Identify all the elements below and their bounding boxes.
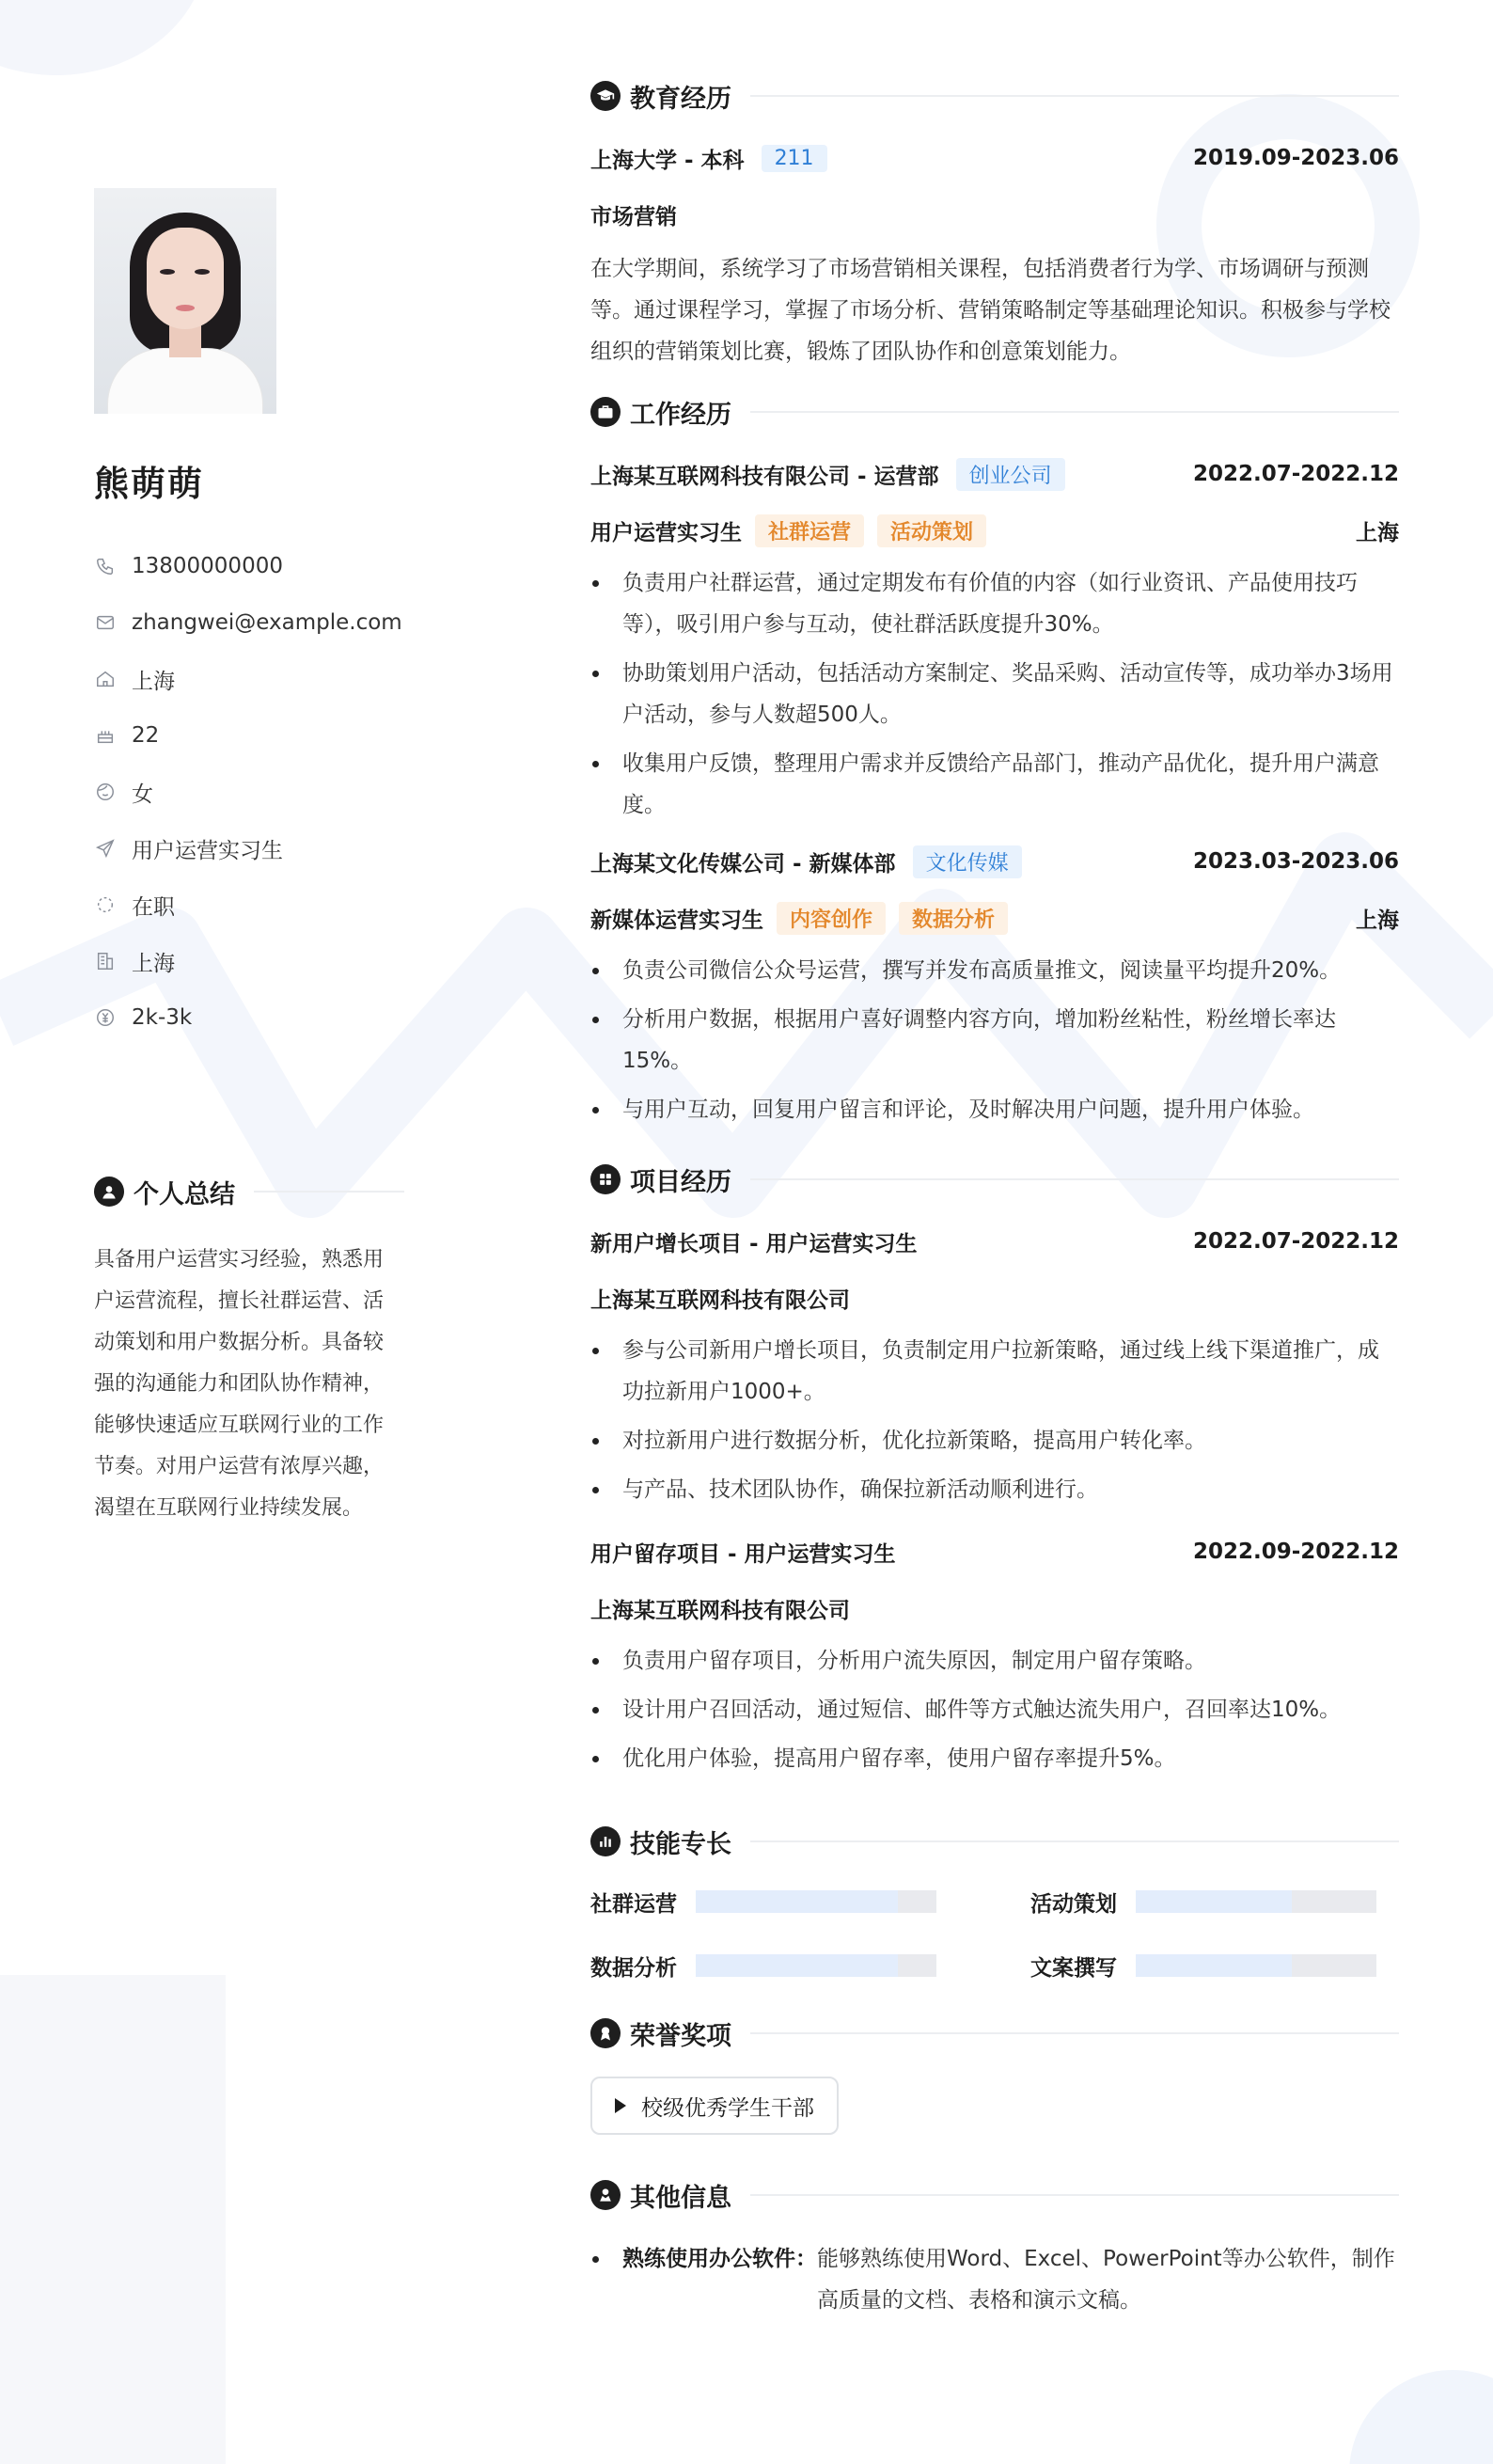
info-salary: [94, 989, 404, 1046]
projects-title: 项目经历: [630, 1167, 731, 1197]
award-item: [590, 2077, 839, 2135]
job-role: 新媒体运营实习生: [590, 908, 763, 933]
other-section: [590, 2174, 1399, 2321]
job-company-tag: 文化传媒: [913, 845, 1022, 878]
play-triangle-icon: [615, 2098, 626, 2113]
decor-block-bottom-left: [0, 1975, 226, 2464]
info-city: [94, 933, 404, 989]
major-row: [590, 186, 1399, 243]
project-bullets: [590, 1330, 1399, 1510]
home-icon: [94, 668, 117, 690]
job-company: 上海某文化传媒公司 - 新媒体部: [590, 851, 896, 877]
main-content: [590, 75, 1399, 2321]
list-item: 负责公司微信公众号运营，撰写并发布高质量推文，阅读量平均提升20%。: [590, 950, 1399, 991]
work-title: 工作经历: [630, 400, 731, 430]
award-label: 校级优秀学生干部: [641, 2095, 814, 2121]
graduation-cap-icon: [590, 81, 621, 111]
list-item: 收集用户反馈，整理用户需求并反馈给产品部门，推动产品优化，提升用户满意度。: [590, 743, 1399, 826]
list-item: 优化用户体验，提高用户留存率，使用户留存率提升5%。: [590, 1738, 1399, 1779]
job-entry: [590, 833, 1399, 1130]
sidebar: [94, 188, 404, 1046]
list-item: 分析用户数据，根据用户喜好调整内容方向，增加粉丝粘性，粉丝增长率达15%。: [590, 999, 1399, 1082]
education-date: 2019.09-2023.06: [1192, 146, 1399, 170]
school-tag: 211: [762, 145, 827, 172]
position-value: 用户运营实习生: [132, 838, 283, 863]
skill-name: 社群运营: [590, 1891, 677, 1917]
age-value: 22: [132, 723, 160, 748]
list-item: 设计用户召回活动，通过短信、邮件等方式触达流失用户，召回率达10%。: [590, 1689, 1399, 1730]
loading-icon: [94, 893, 117, 916]
other-text: 能够熟练使用Word、Excel、PowerPoint等办公软件，制作高质量的文档、表格和演示文稿。: [817, 2247, 1395, 2313]
job-city: 上海: [1356, 520, 1399, 545]
info-status: [94, 877, 404, 933]
job-company: 上海某互联网科技有限公司 - 运营部: [590, 464, 939, 489]
skill-name: 活动策划: [1030, 1891, 1117, 1917]
job-skill-tag: 社群运营: [755, 514, 864, 547]
cake-icon: [94, 724, 117, 747]
skills-title: 技能专长: [630, 1829, 731, 1859]
info-position: [94, 820, 404, 877]
bar-chart-icon: [590, 1826, 621, 1856]
work-header: [590, 391, 1399, 433]
education-header: [590, 75, 1399, 117]
skill-bar: [1136, 1954, 1376, 1977]
salary-value: 2k-3k: [132, 1005, 193, 1030]
projects-section: [590, 1159, 1399, 1779]
building-icon: [94, 950, 117, 972]
awards-section: [590, 2013, 1399, 2135]
awards-header: [590, 2013, 1399, 2054]
info-phone: [94, 538, 404, 594]
yen-coin-icon: [94, 1006, 117, 1029]
info-email: [94, 594, 404, 651]
list-item: 负责用户留存项目，分析用户流失原因，制定用户留存策略。: [590, 1640, 1399, 1682]
job-company-tag: 创业公司: [956, 458, 1065, 491]
other-info-icon: [590, 2180, 621, 2210]
project-entry: [590, 1213, 1399, 1510]
other-list: [590, 2238, 1399, 2321]
skill-bar: [696, 1890, 936, 1913]
skills-section: [590, 1821, 1399, 1986]
education-section: [590, 75, 1399, 372]
project-date: 2022.09-2022.12: [1192, 1540, 1399, 1564]
face-icon: [94, 781, 117, 803]
job-skill-tag: 内容创作: [777, 902, 886, 935]
school-name: 上海大学 - 本科: [590, 148, 745, 173]
phone-value: 13800000000: [132, 554, 283, 578]
list-item: 对拉新用户进行数据分析，优化拉新策略，提高用户转化率。: [590, 1420, 1399, 1461]
skills-grid: [590, 1881, 1399, 1986]
summary-text: 具备用户运营实习经验，熟悉用户运营流程，擅长社群运营、活动策划和用户数据分析。具备较强的沟通能力和团队协作精神，能够快速适应互联网行业的工作节奏。对用户运营有浓厚兴趣，渴望在互联网行业持续发展。: [94, 1248, 385, 1520]
project-name: 新用户增长项目 - 用户运营实习生: [590, 1231, 918, 1256]
summary-header: [94, 1171, 404, 1212]
city-value: 上海: [132, 951, 175, 976]
list-item: 参与公司新用户增长项目，负责制定用户拉新策略，通过线上线下渠道推广，成功拉新用户1000+。: [590, 1330, 1399, 1413]
info-location: [94, 651, 404, 707]
skill-item: [1030, 1945, 1399, 1986]
education-title: 教育经历: [630, 84, 731, 114]
info-list: [94, 538, 404, 1046]
major: 市场营销: [590, 204, 677, 229]
decor-circle-top-left: [0, 0, 207, 75]
other-label: 熟练使用办公软件：: [622, 2247, 817, 2271]
profile-name: 熊萌萌: [94, 464, 204, 504]
job-entry: [590, 446, 1399, 826]
status-value: 在职: [132, 894, 175, 920]
job-city: 上海: [1356, 908, 1399, 933]
project-name: 用户留存项目 - 用户运营实习生: [590, 1541, 896, 1567]
info-gender: [94, 764, 404, 820]
skill-name: 文案撰写: [1030, 1955, 1117, 1981]
project-entry: [590, 1524, 1399, 1779]
grid-icon: [590, 1164, 621, 1194]
job-bullets: [590, 562, 1399, 826]
send-icon: [94, 837, 117, 860]
list-item: 与产品、技术团队协作，确保拉新活动顺利进行。: [590, 1469, 1399, 1510]
job-date: 2023.03-2023.06: [1192, 849, 1399, 874]
skill-item: [590, 1945, 959, 1986]
briefcase-icon: [590, 397, 621, 427]
phone-icon: [94, 555, 117, 577]
project-org: 上海某互联网科技有限公司: [590, 1287, 850, 1313]
job-date: 2022.07-2022.12: [1192, 462, 1399, 486]
email-value: zhangwei@example.com: [132, 610, 402, 635]
user-icon: [94, 1177, 124, 1207]
work-section: [590, 391, 1399, 1130]
skill-bar: [1136, 1890, 1376, 1913]
education-row: [590, 130, 1399, 186]
list-item: 负责用户社群运营，通过定期发布有价值的内容（如行业资讯、产品使用技巧等），吸引用户参与互动，使社群活跃度提升30%。: [590, 562, 1399, 645]
skill-item: [590, 1881, 959, 1922]
gender-value: 女: [132, 782, 153, 807]
skill-item: [1030, 1881, 1399, 1922]
skills-header: [590, 1821, 1399, 1862]
awards-title: 荣誉奖项: [630, 2021, 731, 2051]
info-age: [94, 707, 404, 764]
project-bullets: [590, 1640, 1399, 1779]
other-title: 其他信息: [630, 2183, 731, 2213]
job-skill-tag: 数据分析: [899, 902, 1008, 935]
job-role: 用户运营实习生: [590, 520, 742, 545]
projects-header: [590, 1159, 1399, 1200]
decor-circle-bottom-right: [1349, 2370, 1493, 2464]
list-item: 与用户互动，回复用户留言和评论，及时解决用户问题，提升用户体验。: [590, 1089, 1399, 1130]
avatar: [94, 188, 276, 414]
skill-name: 数据分析: [590, 1955, 677, 1981]
project-org: 上海某互联网科技有限公司: [590, 1598, 850, 1623]
location-value: 上海: [132, 669, 175, 694]
job-bullets: [590, 950, 1399, 1130]
skill-bar: [696, 1954, 936, 1977]
mail-icon: [94, 611, 117, 634]
summary-title: 个人总结: [134, 1179, 235, 1209]
project-date: 2022.07-2022.12: [1192, 1229, 1399, 1254]
job-skill-tag: 活动策划: [877, 514, 986, 547]
education-desc: 在大学期间，系统学习了市场营销相关课程，包括消费者行为学、市场调研与预测等。通过课程学习，掌握了市场分析、营销策略制定等基础理论知识。积极参与学校组织的营销策划比赛，锻炼了团队协作和创意策划能力。: [590, 257, 1391, 364]
list-item: [590, 2238, 1399, 2321]
list-item: 协助策划用户活动，包括活动方案制定、奖品采购、活动宣传等，成功举办3场用户活动，参与人数超500人。: [590, 653, 1399, 735]
award-medal-icon: [590, 2018, 621, 2048]
other-header: [590, 2174, 1399, 2216]
